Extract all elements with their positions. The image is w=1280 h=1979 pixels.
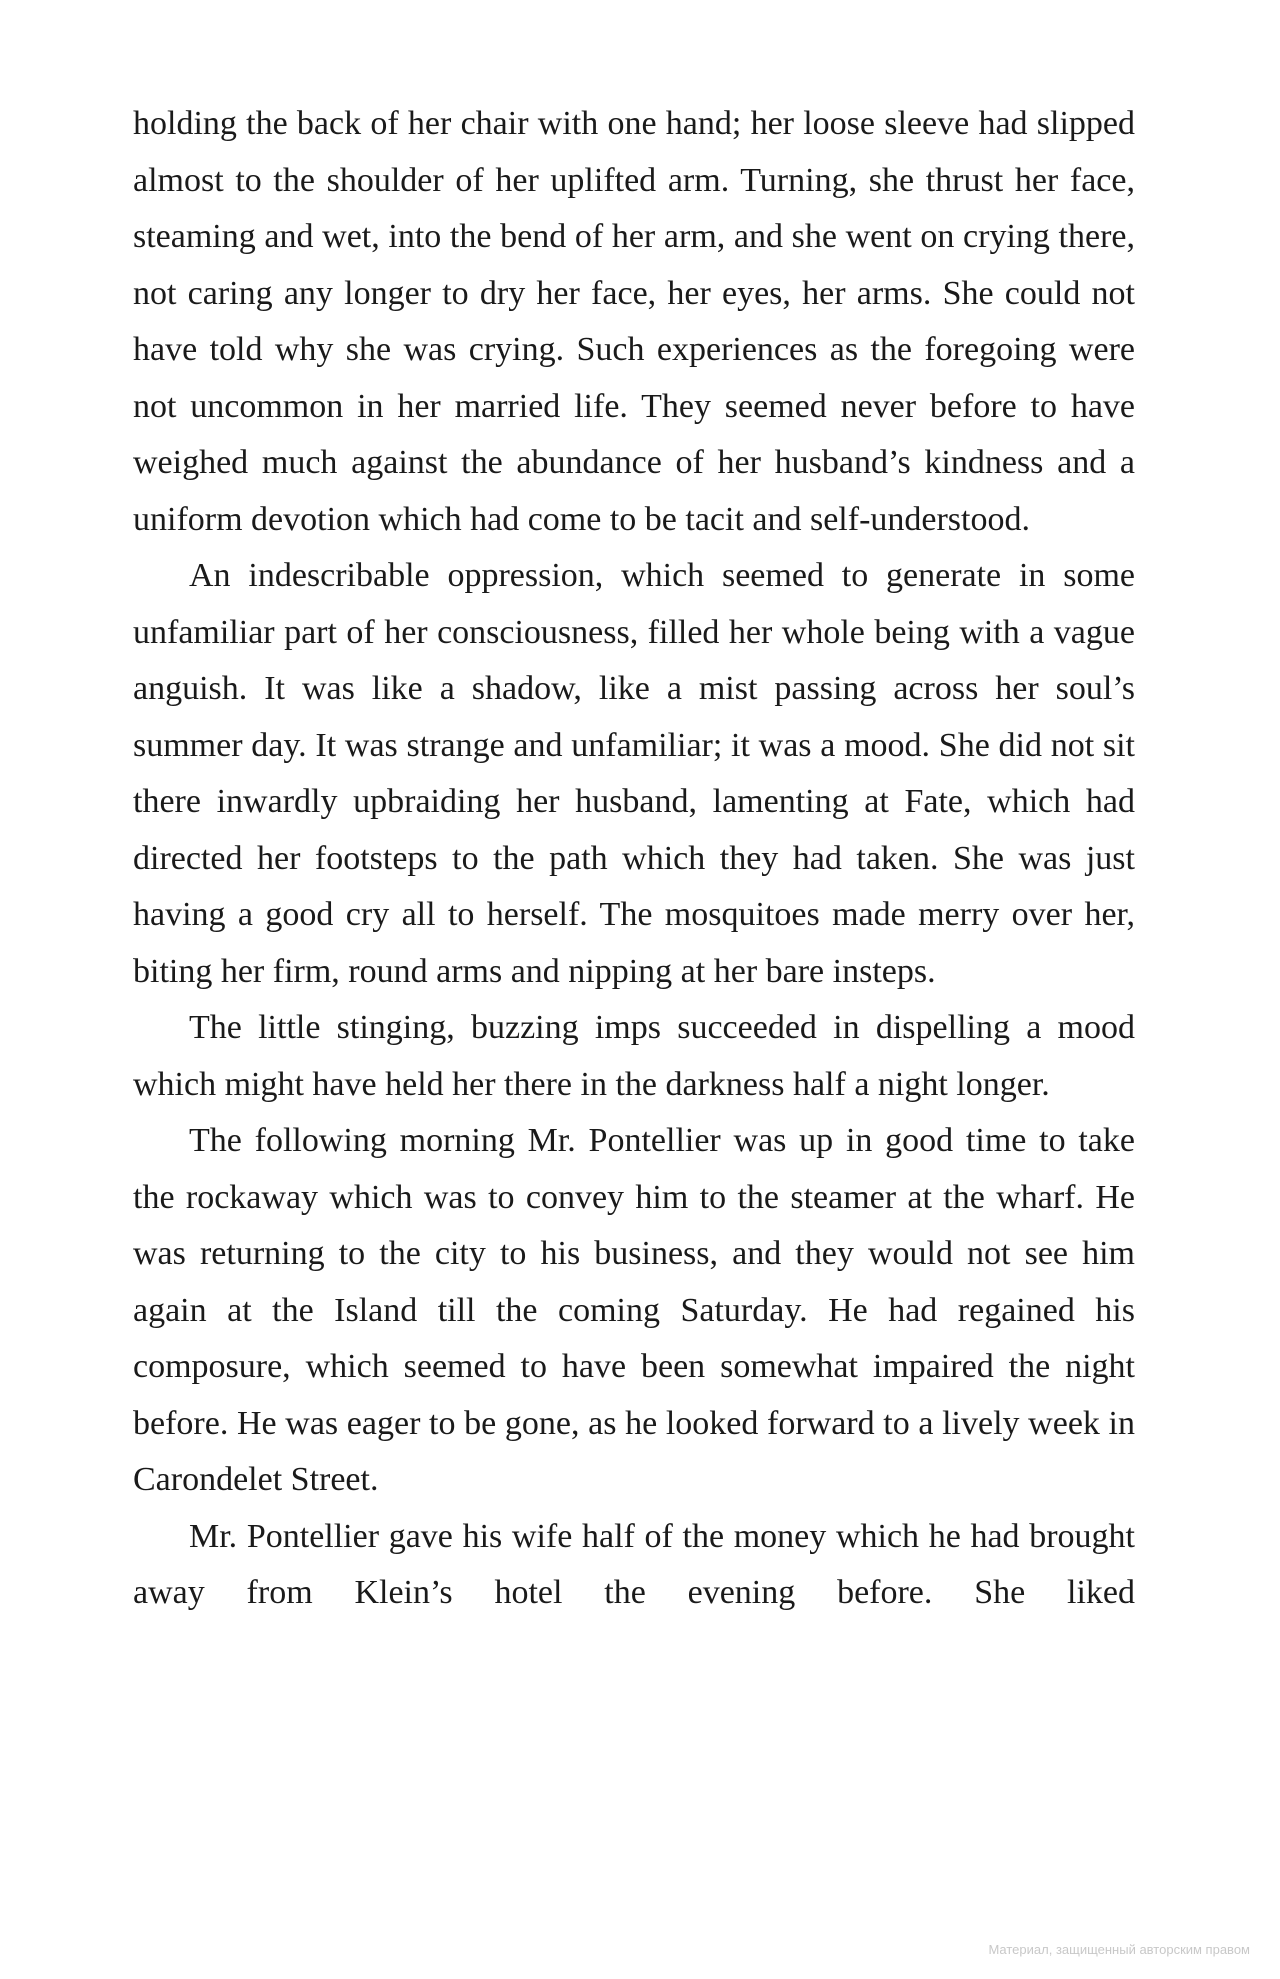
- paragraph-4: The following morning Mr. Pontellier was up in good time to take the rockaway which was to convey him to the steamer at the wharf. He was returning to the city to his business, and they would not see him again at the Island till the coming Saturday. He had regained his composure, which seemed to have been somewhat impaired the night before. He was eager to be gone, as he looked forward to a lively week in Carondelet Street.: [133, 1122, 1135, 1498]
- paragraph-1: holding the back of her chair with one hand; her loose sleeve had slipped almost to the shoulder of her uplifted arm. Turning, she thrust her face, steaming and wet, into the bend of her arm, and she went on crying there, not caring any longer to dry her face, her eyes, her arms. She could not have told why she was crying. Such experiences as the foregoing were not uncommon in her married life. They seemed never before to have weighed much against the abundance of her husband’s kindness and a uniform devotion which had come to be tacit and self-understood.: [133, 105, 1135, 538]
- paragraph-5: Mr. Pontellier gave his wife half of the money which he had brought away from Klein’s hotel the evening before. She liked: [133, 1517, 1135, 1611]
- copyright-notice: Материал, защищенный авторским правом: [988, 1942, 1250, 1957]
- page-body: [133, 96, 1135, 1622]
- paragraph-2: An indescribable oppression, which seemed to generate in some unfamiliar part of her consciousness, filled her whole being with a vague anguish. It was like a shadow, like a mist passing across her soul’s summer day. It was strange and unfamiliar; it was a mood. She did not sit there inwardly upbraiding her husband, lamenting at Fate, which had directed her footsteps to the path which they had taken. She was just having a good cry all to herself. The mosquitoes made merry over her, biting her firm, round arms and nipping at her bare insteps.: [133, 557, 1135, 990]
- paragraph-3: The little stinging, buzzing imps succeeded in dispelling a mood which might have held her there in the darkness half a night longer.: [133, 1009, 1135, 1103]
